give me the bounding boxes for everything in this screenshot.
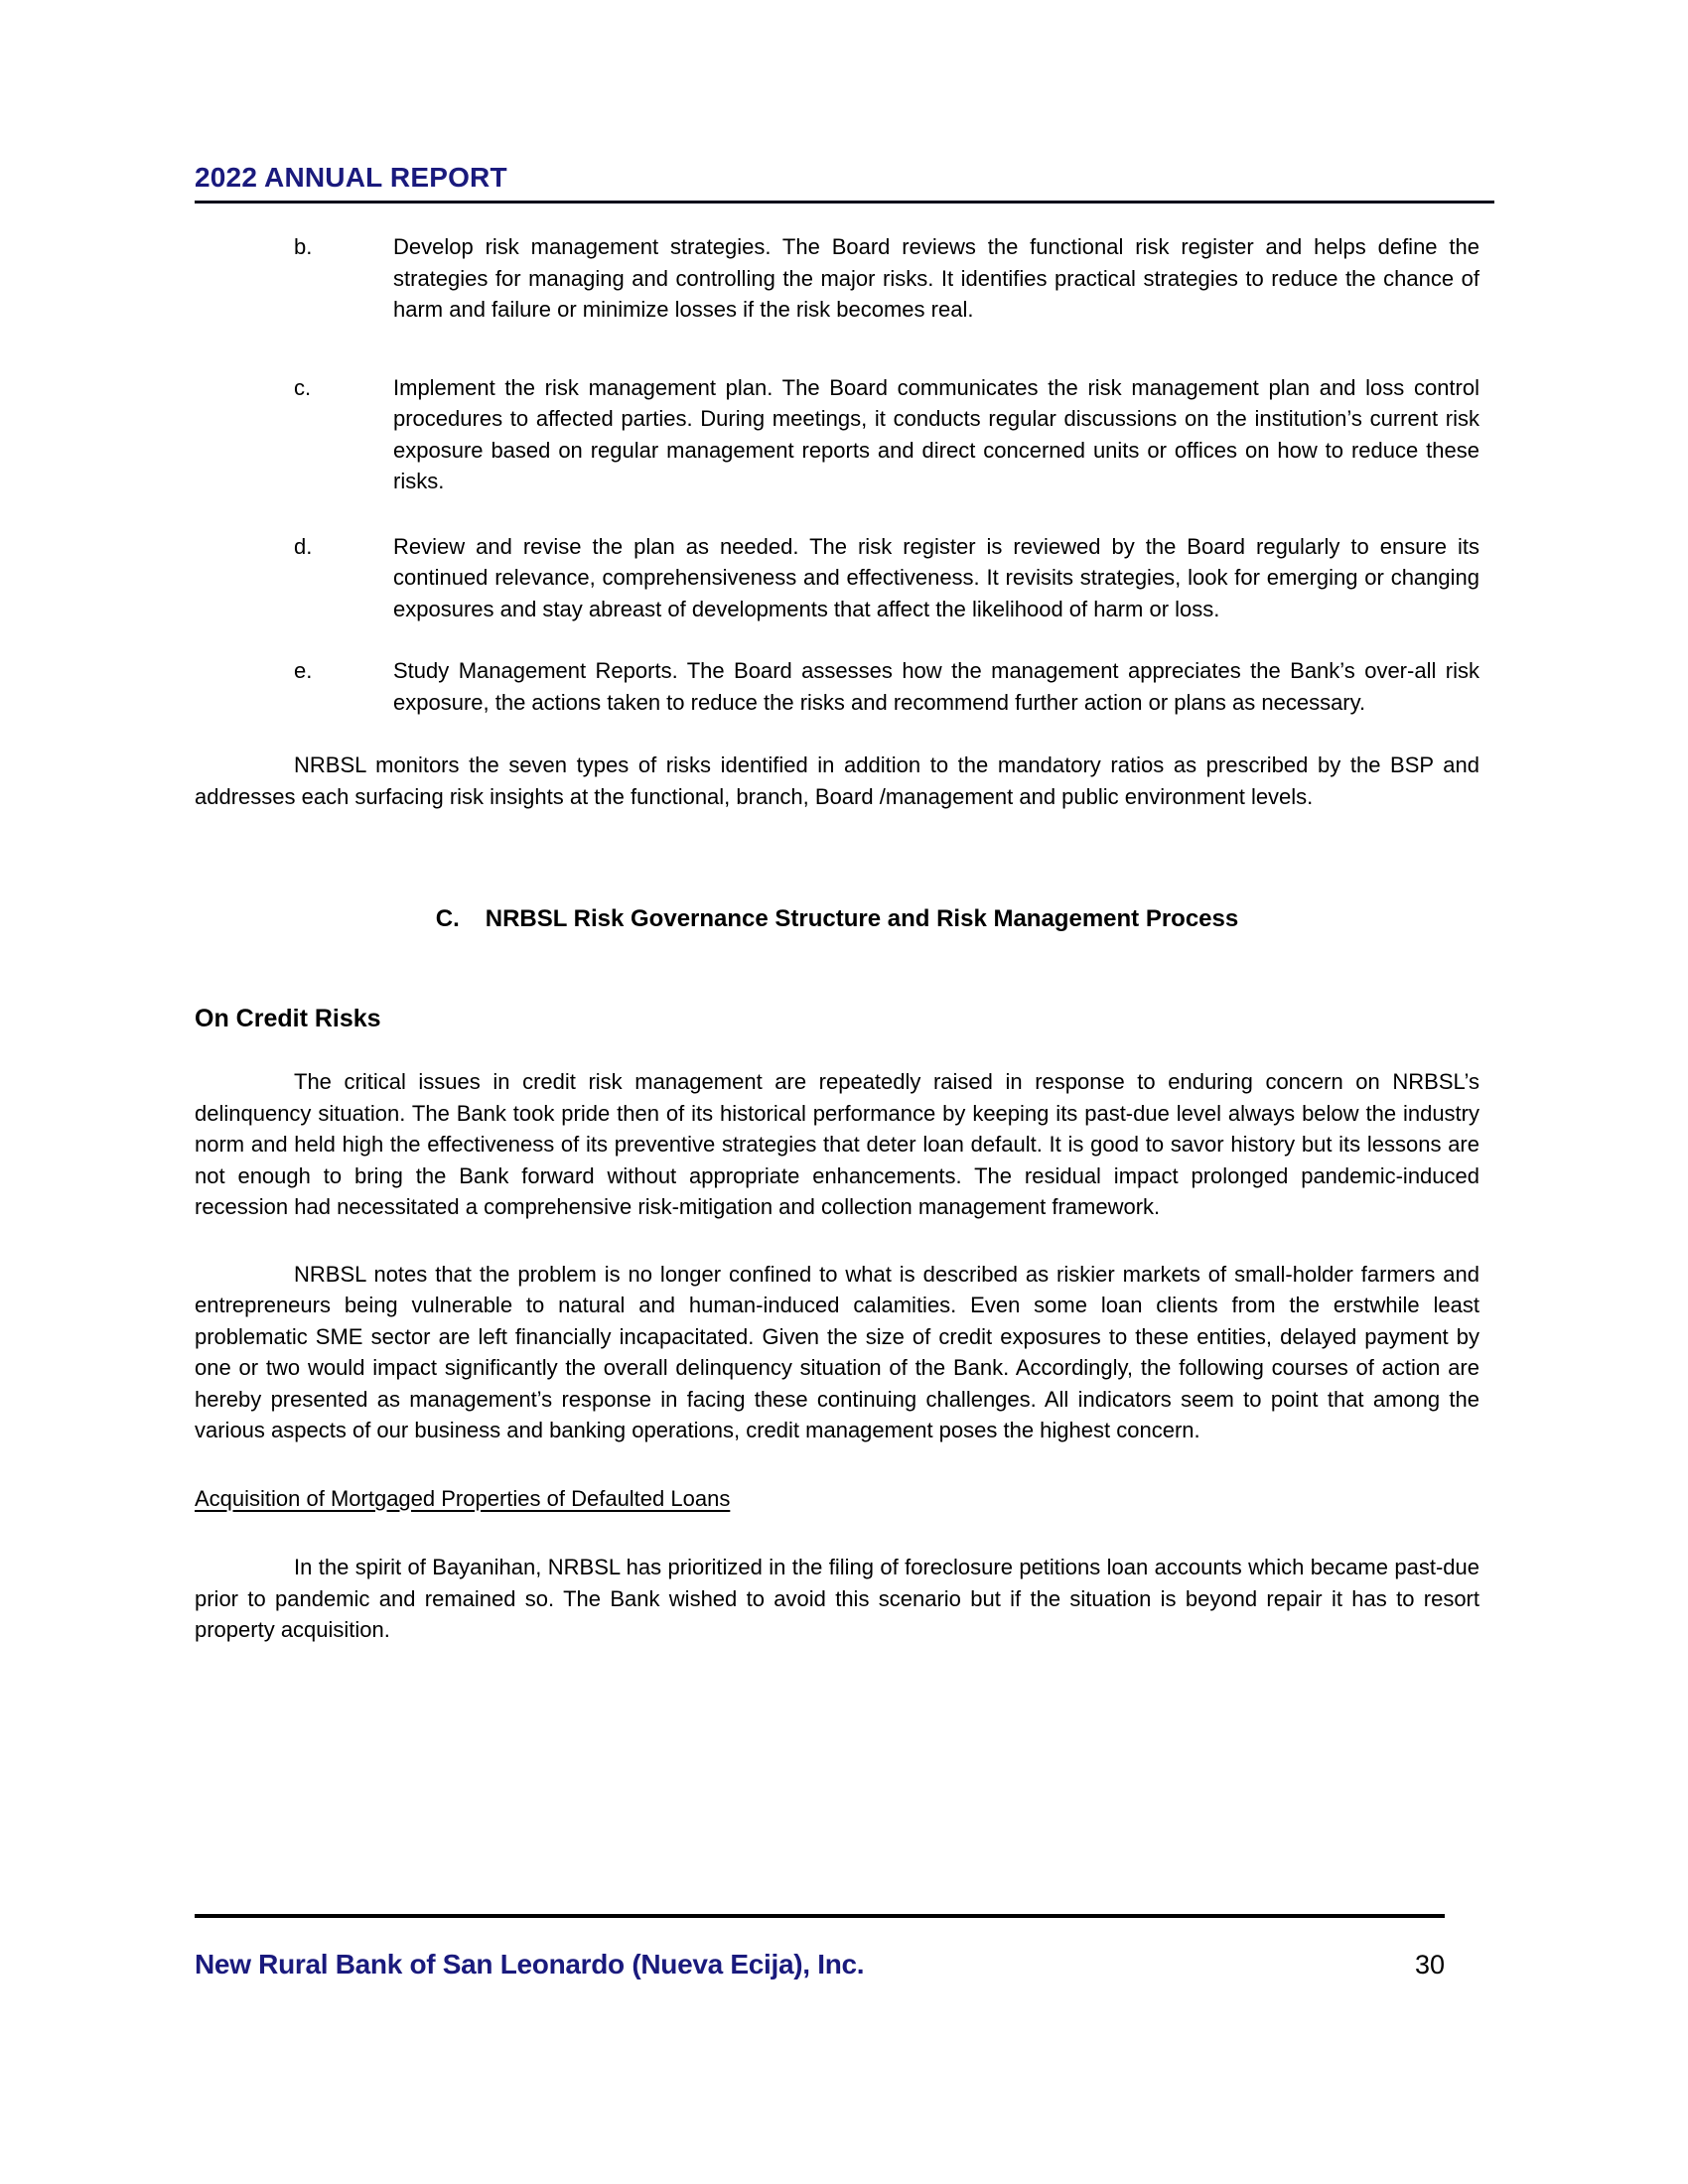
- list-item-d: [195, 531, 1479, 625]
- list-item-text: Implement the risk management plan. The Board communicates the risk management plan and loss control procedures to affected parties. During meetings, it conducts regular discussions on the institution’s current risk exposure based on regular management reports and direct concerned units or offices on how to reduce these risks.: [393, 374, 1479, 493]
- header-rule: [195, 201, 1494, 204]
- paragraph-credit-risks-1: The critical issues in credit risk management are repeatedly raised in response to enduring concern on NRBSL’s delinquency situation. The Bank took pride then of its historical performance by keeping its past-due level always below the industry norm and held high the effectiveness of its preventive strategies that deter loan default. It is good to savor history but its lessons are not enough to bring the Bank forward without appropriate enhancements. The residual impact prolonged pandemic-induced recession had necessitated a comprehensive risk-mitigation and collection management framework.: [195, 1069, 1479, 1219]
- list-item-text: Study Management Reports. The Board assesses how the management appreciates the Bank’s over-all risk exposure, the actions taken to reduce the risks and recommend further action or plans as necessary.: [393, 658, 1479, 715]
- paragraph-nrbsl-monitors: NRBSL monitors the seven types of risks identified in addition to the mandatory ratios as prescribed by the BSP and addresses each surfacing risk insights at the functional, branch, Board /management and public environment levels.: [195, 752, 1479, 809]
- list-marker: b.: [294, 234, 313, 259]
- subsection-heading-on-credit-risks: On Credit Risks: [195, 1005, 381, 1032]
- underlined-heading-acquisition: Acquisition of Mortgaged Properties of Defaulted Loans: [195, 1485, 731, 1511]
- list-item-c: [195, 372, 1479, 497]
- list-marker: d.: [294, 533, 313, 559]
- section-heading-label: NRBSL Risk Governance Structure and Risk Management Process: [485, 905, 1239, 932]
- page-content: [195, 161, 1479, 1646]
- list-item-e: [195, 655, 1479, 718]
- paragraph-credit-risks-2: NRBSL notes that the problem is no longer confined to what is described as riskier markets of small-holder farmers and entrepreneurs being vulnerable to natural and human-induced calamities. Even some loan clients from the erstwhile least problematic SME sector are left financially incapacitated. Given the size of credit exposures to these entities, delayed payment by one or two would impact significantly the overall delinquency situation of the Bank. Accordingly, the following courses of action are hereby presented as management’s response in facing these continuing challenges. All indicators seem to point that among the various aspects of our business and banking operations, credit management poses the highest concern.: [195, 1261, 1479, 1442]
- list-marker: e.: [294, 658, 313, 683]
- footer-rule: [195, 1914, 1445, 1918]
- report-title: 2022 ANNUAL REPORT: [195, 162, 507, 193]
- list-item-b: [195, 231, 1479, 326]
- page-footer: [195, 1948, 1445, 1981]
- section-heading-marker: C.: [435, 905, 460, 932]
- section-heading: [195, 904, 1479, 934]
- footer-page-number: 30: [1414, 1950, 1445, 1979]
- paragraph-acquisition: In the spirit of Bayanihan, NRBSL has prioritized in the filing of foreclosure petitions loan accounts which became past-due prior to pandemic and remained so. The Bank wished to avoid this scenario but if the situation is beyond repair it has to resort property acquisition.: [195, 1555, 1479, 1642]
- list-item-text: Review and revise the plan as needed. The risk register is reviewed by the Board regularly to ensure its continued relevance, comprehensiveness and effectiveness. It revisits strategies, look for emerging or changing exposures and stay abreast of developments that affect the likelihood of harm or loss.: [393, 533, 1479, 621]
- list-marker: c.: [294, 374, 312, 400]
- list-item-text: Develop risk management strategies. The Board reviews the functional risk register and helps define the strategies for managing and controlling the major risks. It identifies practical strategies to reduce the chance of harm and failure or minimize losses if the risk becomes real.: [393, 234, 1479, 322]
- footer-bank-name: New Rural Bank of San Leonardo (Nueva Ecija), Inc.: [195, 1949, 865, 1979]
